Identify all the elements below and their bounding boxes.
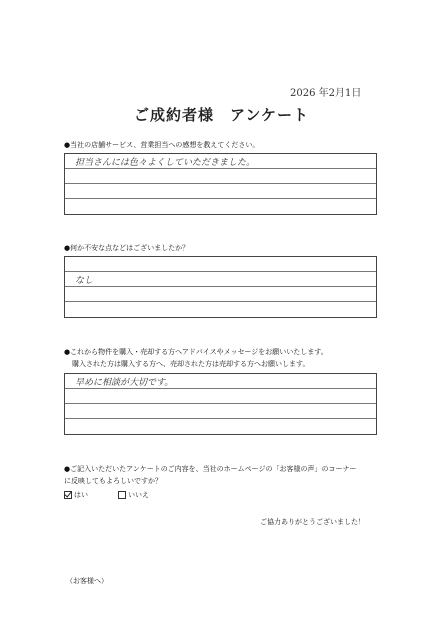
handwritten-answer-1: 担当さんには色々よくしていただきました。 — [75, 158, 256, 168]
question-3: ●これから物件を購入・売却する方へアドバイスやメッセージをお願いいたします。 — [64, 348, 328, 356]
page-title: ご成約者様 アンケート — [133, 106, 310, 124]
handwritten-answer-2: なし — [75, 276, 94, 286]
handwritten-answer-3: 早めに相談が大切です。 — [75, 378, 174, 388]
question-1: ●当社の店舗サービス、営業担当への感想を教えてください。 — [64, 141, 260, 149]
option-no-label: いいえ — [128, 491, 149, 499]
thanks-message: ご協力ありがとうございました！ — [260, 518, 365, 526]
answer-box-3 — [64, 373, 377, 435]
checkbox-checked-icon[interactable] — [64, 491, 72, 499]
option-yes[interactable] — [64, 490, 88, 500]
question-3-subtext: 購入された方は購入する方へ、売却された方は売却する方へお願いします。 — [72, 360, 310, 368]
question-2: ●何か不安な点などはございましたか？ — [64, 244, 190, 252]
question-4-line-1: ●ご記入いただいたアンケートのご内容を、当社のホームページの「お客様の声」のコーナー — [64, 465, 357, 473]
checkbox-empty-icon[interactable] — [118, 491, 126, 499]
survey-date: 2026 年2月1日 — [290, 88, 362, 99]
answer-box-2 — [64, 256, 377, 318]
answer-box-1 — [64, 153, 377, 215]
question-4-line-2: に反映してもよろしいですか？ — [64, 477, 162, 485]
footer-label: （お客様へ） — [66, 577, 108, 585]
option-yes-label: はい — [74, 491, 88, 499]
option-no[interactable] — [118, 490, 149, 500]
